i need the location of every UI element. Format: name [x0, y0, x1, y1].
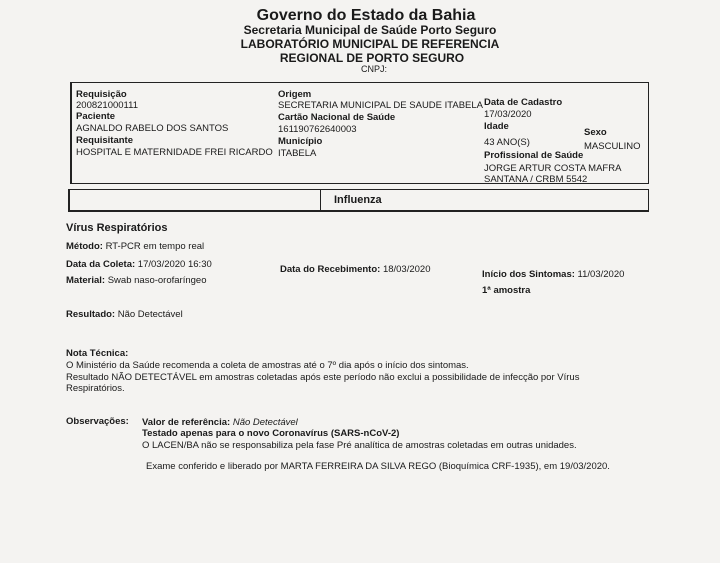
sintomas-row: [482, 269, 624, 281]
amostra-number: 1ª amostra: [482, 285, 531, 296]
lacen-note: O LACEN/BA não se responsabiliza pela fase Pré analítica de amostras coletadas em outras unidades.: [142, 440, 577, 451]
testado-note: Testado apenas para o novo Coronavírus (SARS-nCoV-2): [142, 428, 400, 439]
nota-line3: Respiratórios.: [66, 383, 125, 394]
nota-line1: O Ministério da Saúde recomenda a coleta de amostras até o 7º dia após o início dos sintomas.: [66, 360, 469, 371]
nota-line2: Resultado NÃO DETECTÁVEL em amostras coletadas após este período não exclui a possibilidade de infecção por Vírus: [66, 372, 580, 383]
metodo-row: [66, 241, 204, 253]
municipio-value: ITABELA: [278, 148, 317, 159]
observacoes-label: Observações:: [66, 416, 129, 427]
cartao-label: Cartão Nacional de Saúde: [278, 112, 396, 123]
exam-title: Vírus Respiratórios: [66, 222, 168, 234]
sintomas-label: Início dos Sintomas:: [482, 269, 575, 280]
origem-value: SECRETARIA MUNICIPAL DE SAUDE ITABELA: [278, 100, 484, 111]
origem-label: Origem: [278, 89, 312, 100]
requisitante-value: HOSPITAL E MATERNIDADE FREI RICARDO: [76, 147, 273, 158]
resultado-row: [66, 309, 183, 321]
coleta-row: [66, 259, 212, 271]
header-government: Governo do Estado da Bahia: [256, 7, 476, 24]
cartao-value: 161190762640003: [278, 124, 357, 135]
exame-liberado: Exame conferido e liberado por MARTA FERREIRA DA SILVA REGO (Bioquímica CRF-1935), em 19/03/2020.: [146, 461, 610, 472]
paciente-label: Paciente: [76, 111, 116, 122]
resultado-value: Não Detectável: [117, 309, 183, 320]
nota-label: Nota Técnica:: [66, 348, 129, 359]
profissional-line2: SANTANA / CRBM 5542: [484, 174, 588, 185]
coleta-value: 17/03/2020 16:30: [137, 259, 212, 270]
requisicao-value: 200821000111: [76, 100, 138, 111]
idade-value: 43 ANO(S): [484, 137, 530, 148]
metodo-label: Método:: [66, 241, 103, 252]
sintomas-value: 11/03/2020: [577, 269, 625, 280]
coleta-label: Data da Coleta:: [66, 259, 136, 270]
material-value: Swab naso-orofaríngeo: [107, 275, 207, 286]
requisicao-label: Requisição: [76, 89, 127, 100]
material-row: [66, 275, 206, 287]
section-title: Influenza: [334, 194, 382, 206]
recebimento-row: [280, 264, 430, 276]
idade-label: Idade: [484, 121, 509, 132]
profissional-line1: JORGE ARTUR COSTA MAFRA: [484, 163, 622, 174]
section-title-bar: [68, 189, 649, 212]
municipio-label: Município: [278, 136, 323, 147]
sexo-value: MASCULINO: [584, 141, 641, 152]
recebimento-label: Data do Recebimento:: [280, 264, 381, 275]
data-cadastro-label: Data de Cadastro: [484, 97, 563, 108]
profissional-label: Profissional de Saúde: [484, 150, 584, 161]
metodo-value: RT-PCR em tempo real: [105, 241, 205, 252]
requisitante-label: Requisitante: [76, 135, 134, 146]
data-cadastro-value: 17/03/2020: [484, 109, 532, 120]
section-divider: [320, 190, 321, 210]
paciente-value: AGNALDO RABELO DOS SANTOS: [76, 123, 229, 134]
material-label: Material:: [66, 275, 106, 286]
header-laboratory: LABORATÓRIO MUNICIPAL DE REFERENCIA: [240, 37, 500, 51]
patient-info-box: [70, 82, 649, 184]
header-secretariat: Secretaria Municipal de Saúde Porto Seguro: [243, 23, 497, 37]
referencia-label: Valor de referência:: [142, 417, 231, 428]
resultado-label: Resultado:: [66, 309, 116, 320]
recebimento-value: 18/03/2020: [382, 264, 431, 275]
header-cnpj: CNPJ:: [360, 64, 387, 74]
header-region: REGIONAL DE PORTO SEGURO: [279, 51, 465, 65]
sexo-label: Sexo: [584, 127, 607, 138]
referencia-value: Não Detectável: [232, 417, 298, 428]
